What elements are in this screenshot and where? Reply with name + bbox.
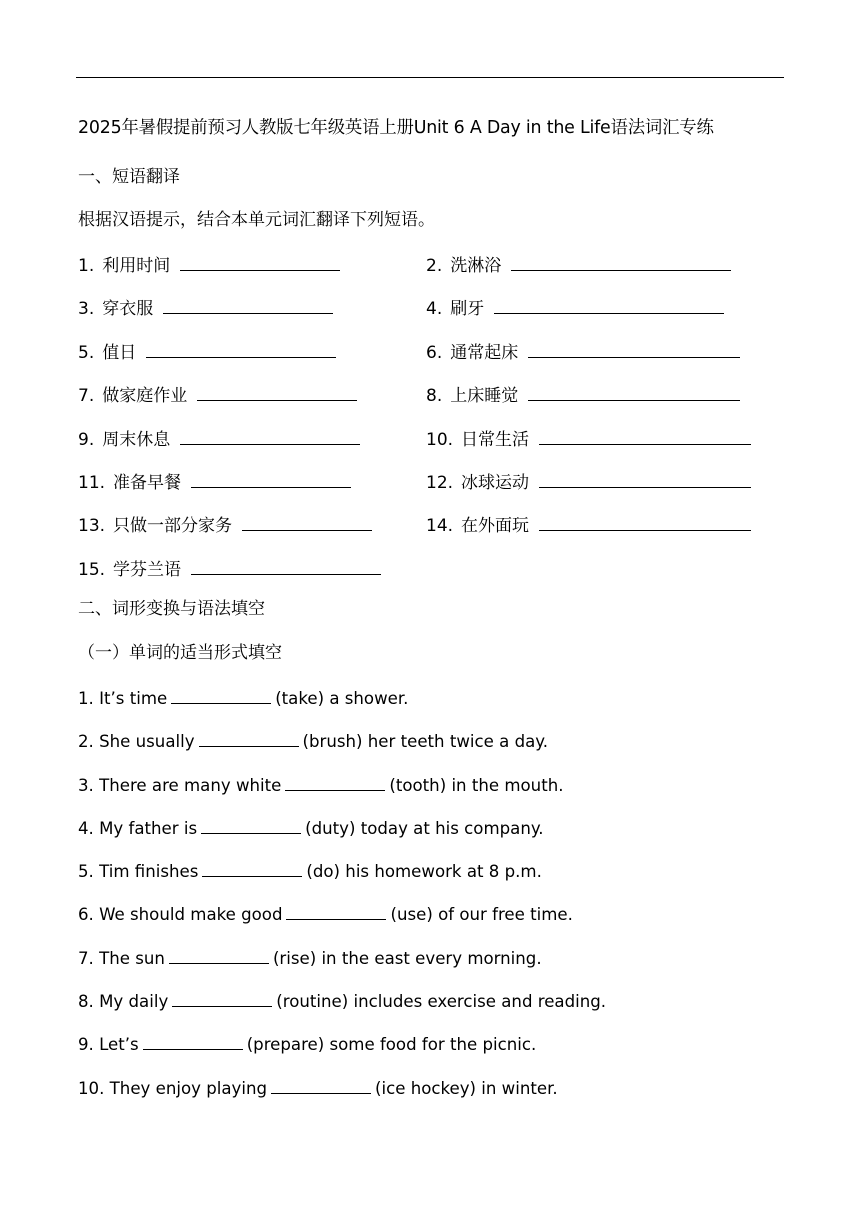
phrase-item: 6. 通常起床: [426, 340, 740, 364]
section-1-heading: 一、短语翻译: [78, 167, 180, 187]
phrase-item: 12. 冰球运动: [426, 470, 751, 494]
phrase-item: 3. 穿衣服: [78, 296, 333, 320]
phrase-item: 9. 周末休息: [78, 427, 360, 451]
word-form-item: 7. The sun (rise) in the east every morning.: [78, 948, 542, 968]
phrase-row: [78, 340, 788, 383]
word-form-item: 8. My daily (routine) includes exercise and reading.: [78, 992, 607, 1012]
answer-blank[interactable]: [180, 253, 340, 271]
answer-blank[interactable]: [180, 427, 360, 445]
phrase-item: 1. 利用时间: [78, 253, 340, 277]
phrase-row: [78, 383, 788, 426]
answer-blank[interactable]: [201, 817, 301, 834]
phrase-row: [78, 296, 788, 339]
phrase-item: 15. 学芬兰语: [78, 557, 381, 581]
phrase-item: 13. 只做一部分家务: [78, 513, 372, 537]
word-form-item: 6. We should make good (use) of our free time.: [78, 905, 573, 925]
word-form-item: 2. She usually (brush) her teeth twice a day.: [78, 732, 549, 752]
answer-blank[interactable]: [191, 470, 351, 488]
phrase-item: 11. 准备早餐: [78, 470, 351, 494]
answer-blank[interactable]: [199, 730, 299, 747]
word-form-item: 5. Tim finishes (do) his homework at 8 p.m.: [78, 862, 542, 882]
word-form-item: 1. It’s time (take) a shower.: [78, 689, 409, 708]
phrase-item: 8. 上床睡觉: [426, 383, 740, 407]
document-title: 2025年暑假提前预习人教版七年级英语上册Unit 6 A Day in the Life语法词汇专练: [78, 118, 714, 138]
answer-blank[interactable]: [169, 947, 269, 964]
section-2-heading: 二、词形变换与语法填空: [78, 599, 265, 619]
phrase-row: [78, 513, 788, 556]
phrase-item: 10. 日常生活: [426, 427, 751, 451]
phrase-item: 2. 洗淋浴: [426, 253, 731, 277]
word-form-item: 4. My father is (duty) today at his company.: [78, 818, 544, 838]
answer-blank[interactable]: [285, 774, 385, 791]
answer-blank[interactable]: [528, 340, 740, 358]
phrase-translation-grid: [78, 253, 788, 600]
answer-blank[interactable]: [163, 296, 333, 314]
answer-blank[interactable]: [271, 1077, 371, 1094]
answer-blank[interactable]: [202, 860, 302, 877]
answer-blank[interactable]: [171, 687, 271, 704]
word-form-list: [78, 687, 606, 1120]
phrase-row: [78, 427, 788, 470]
answer-blank[interactable]: [539, 470, 751, 488]
word-form-item: 10. They enjoy playing (ice hockey) in winter.: [78, 1078, 558, 1098]
answer-blank[interactable]: [539, 427, 751, 445]
phrase-item: 14. 在外面玩: [426, 513, 751, 537]
phrase-item: 4. 刷牙: [426, 296, 724, 320]
header-rule: [76, 77, 784, 78]
word-form-item: 3. There are many white (tooth) in the mouth.: [78, 775, 564, 795]
phrase-item: 5. 值日: [78, 340, 336, 364]
answer-blank[interactable]: [143, 1033, 243, 1050]
answer-blank[interactable]: [146, 340, 336, 358]
answer-blank[interactable]: [511, 253, 731, 271]
answer-blank[interactable]: [197, 383, 357, 401]
phrase-row: [78, 470, 788, 513]
phrase-row: [78, 253, 788, 296]
phrase-item: 7. 做家庭作业: [78, 383, 357, 407]
answer-blank[interactable]: [539, 513, 751, 531]
answer-blank[interactable]: [286, 903, 386, 920]
answer-blank[interactable]: [172, 990, 272, 1007]
phrase-row: [78, 557, 788, 600]
word-form-item: 9. Let’s (prepare) some food for the picnic.: [78, 1035, 537, 1055]
answer-blank[interactable]: [528, 383, 740, 401]
answer-blank[interactable]: [494, 296, 724, 314]
answer-blank[interactable]: [242, 513, 372, 531]
answer-blank[interactable]: [191, 557, 381, 575]
section-1-instruction: 根据汉语提示，结合本单元词汇翻译下列短语。: [78, 210, 435, 230]
section-2-subheading: （一）单词的适当形式填空: [78, 643, 282, 663]
